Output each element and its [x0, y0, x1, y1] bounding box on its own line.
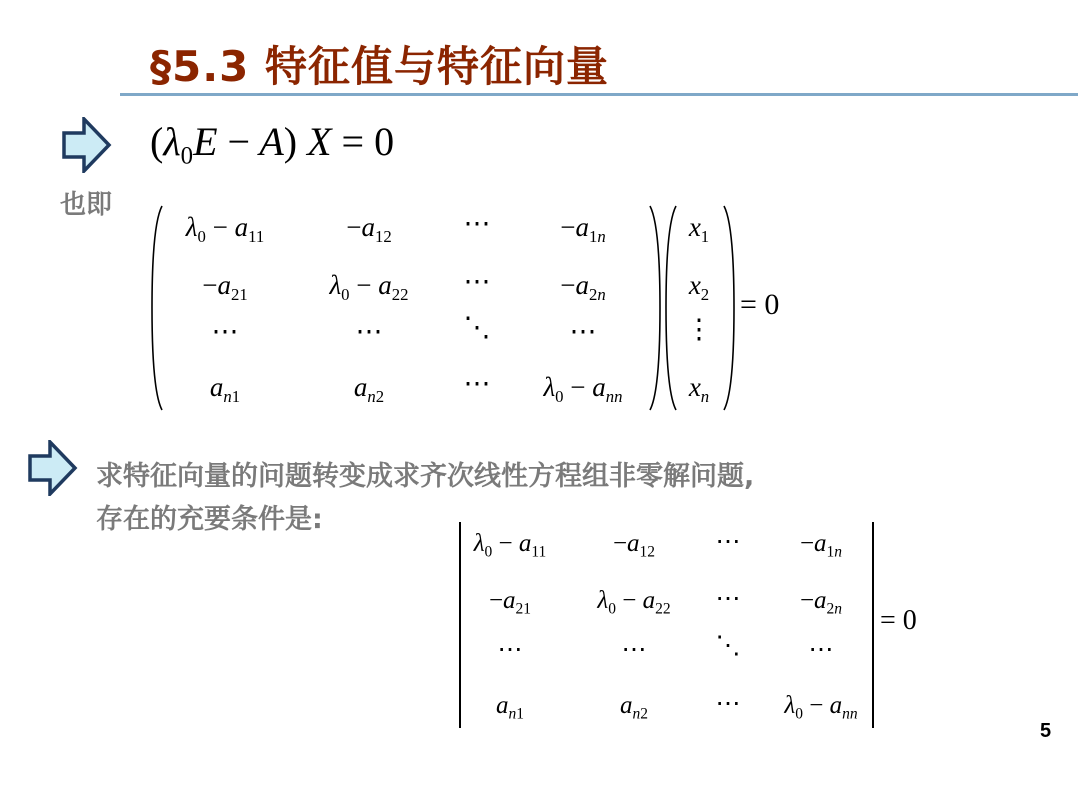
matrix-cell: ⋯ [463, 208, 491, 238]
matrix-cell: ⋯ [355, 316, 383, 346]
determinant-cell: ⋯ [715, 528, 741, 555]
matrix-cell: ⋯ [569, 316, 597, 346]
vector-left-paren [664, 205, 678, 411]
determinant-cell: ⋯ [715, 585, 741, 612]
matrix-cell: $-a_{2n}$ [560, 270, 606, 304]
page-number: 5 [1040, 720, 1052, 742]
determinant-cell: $-a_{2n}$ [799, 587, 843, 618]
vector-right-paren [722, 205, 736, 411]
matrix-cell: ⋱ [463, 312, 491, 342]
right-arrow-icon [28, 440, 78, 496]
matrix-cell: ⋯ [463, 266, 491, 296]
statement-line-2: 存在的充要条件是: [96, 504, 323, 535]
matrix-cell: $a_{n1}$ [209, 372, 241, 406]
determinant-cell: ⋯ [808, 636, 834, 663]
determinant-cell: $\lambda_0 - a_{11}$ [473, 530, 547, 561]
equals-zero: = 0 [880, 605, 917, 636]
determinant-cell: $-a_{12}$ [612, 530, 656, 561]
matrix-left-paren [150, 205, 164, 411]
statement-line-1: 求特征向量的问题转变成求齐次线性方程组非零解问题, [96, 461, 755, 492]
matrix-cell: $-a_{1n}$ [560, 212, 606, 246]
right-arrow-icon [62, 117, 112, 173]
matrix-cell: $\lambda_0 - a_{11}$ [185, 212, 265, 246]
equation-main: $(\lambda_0E - A) X = 0$ [150, 119, 395, 170]
vector-cell: $x_n$ [688, 372, 710, 406]
determinant-cell: $\lambda_0 - a_{22}$ [597, 587, 671, 618]
vector-cell: $x_2$ [688, 270, 710, 304]
slide-title: §5.3 特征值与特征向量 [150, 42, 610, 91]
matrix-cell: $\lambda_0 - a_{22}$ [329, 270, 409, 304]
determinant-cell: ⋯ [621, 636, 647, 663]
determinant-cell: $a_{n2}$ [620, 692, 648, 723]
determinant-cell: ⋯ [715, 690, 741, 717]
vector-cell: $x_1$ [688, 212, 710, 246]
matrix-cell: $-a_{21}$ [202, 270, 248, 304]
matrix-cell: $a_{n2}$ [353, 372, 385, 406]
determinant-cell: ⋱ [715, 632, 741, 659]
determinant-cell: $\lambda_0 - a_{nn}$ [784, 692, 858, 723]
determinant-cell: ⋯ [497, 636, 523, 663]
matrix-cell: $-a_{12}$ [346, 212, 392, 246]
determinant-left-bar [459, 522, 461, 728]
label-yeji: 也即 [60, 190, 113, 220]
determinant-cell: $-a_{1n}$ [799, 530, 843, 561]
matrix-cell: ⋯ [463, 368, 491, 398]
matrix-cell: $\lambda_0 - a_{nn}$ [543, 372, 623, 406]
matrix-right-paren [648, 205, 662, 411]
matrix-cell: ⋯ [211, 316, 239, 346]
title-underline [120, 93, 1078, 96]
vector-cell: ⋮ [685, 314, 713, 344]
determinant-right-bar [872, 522, 874, 728]
determinant-cell: $-a_{21}$ [488, 587, 532, 618]
equals-zero: = 0 [740, 288, 780, 321]
determinant-cell: $a_{n1}$ [496, 692, 524, 723]
